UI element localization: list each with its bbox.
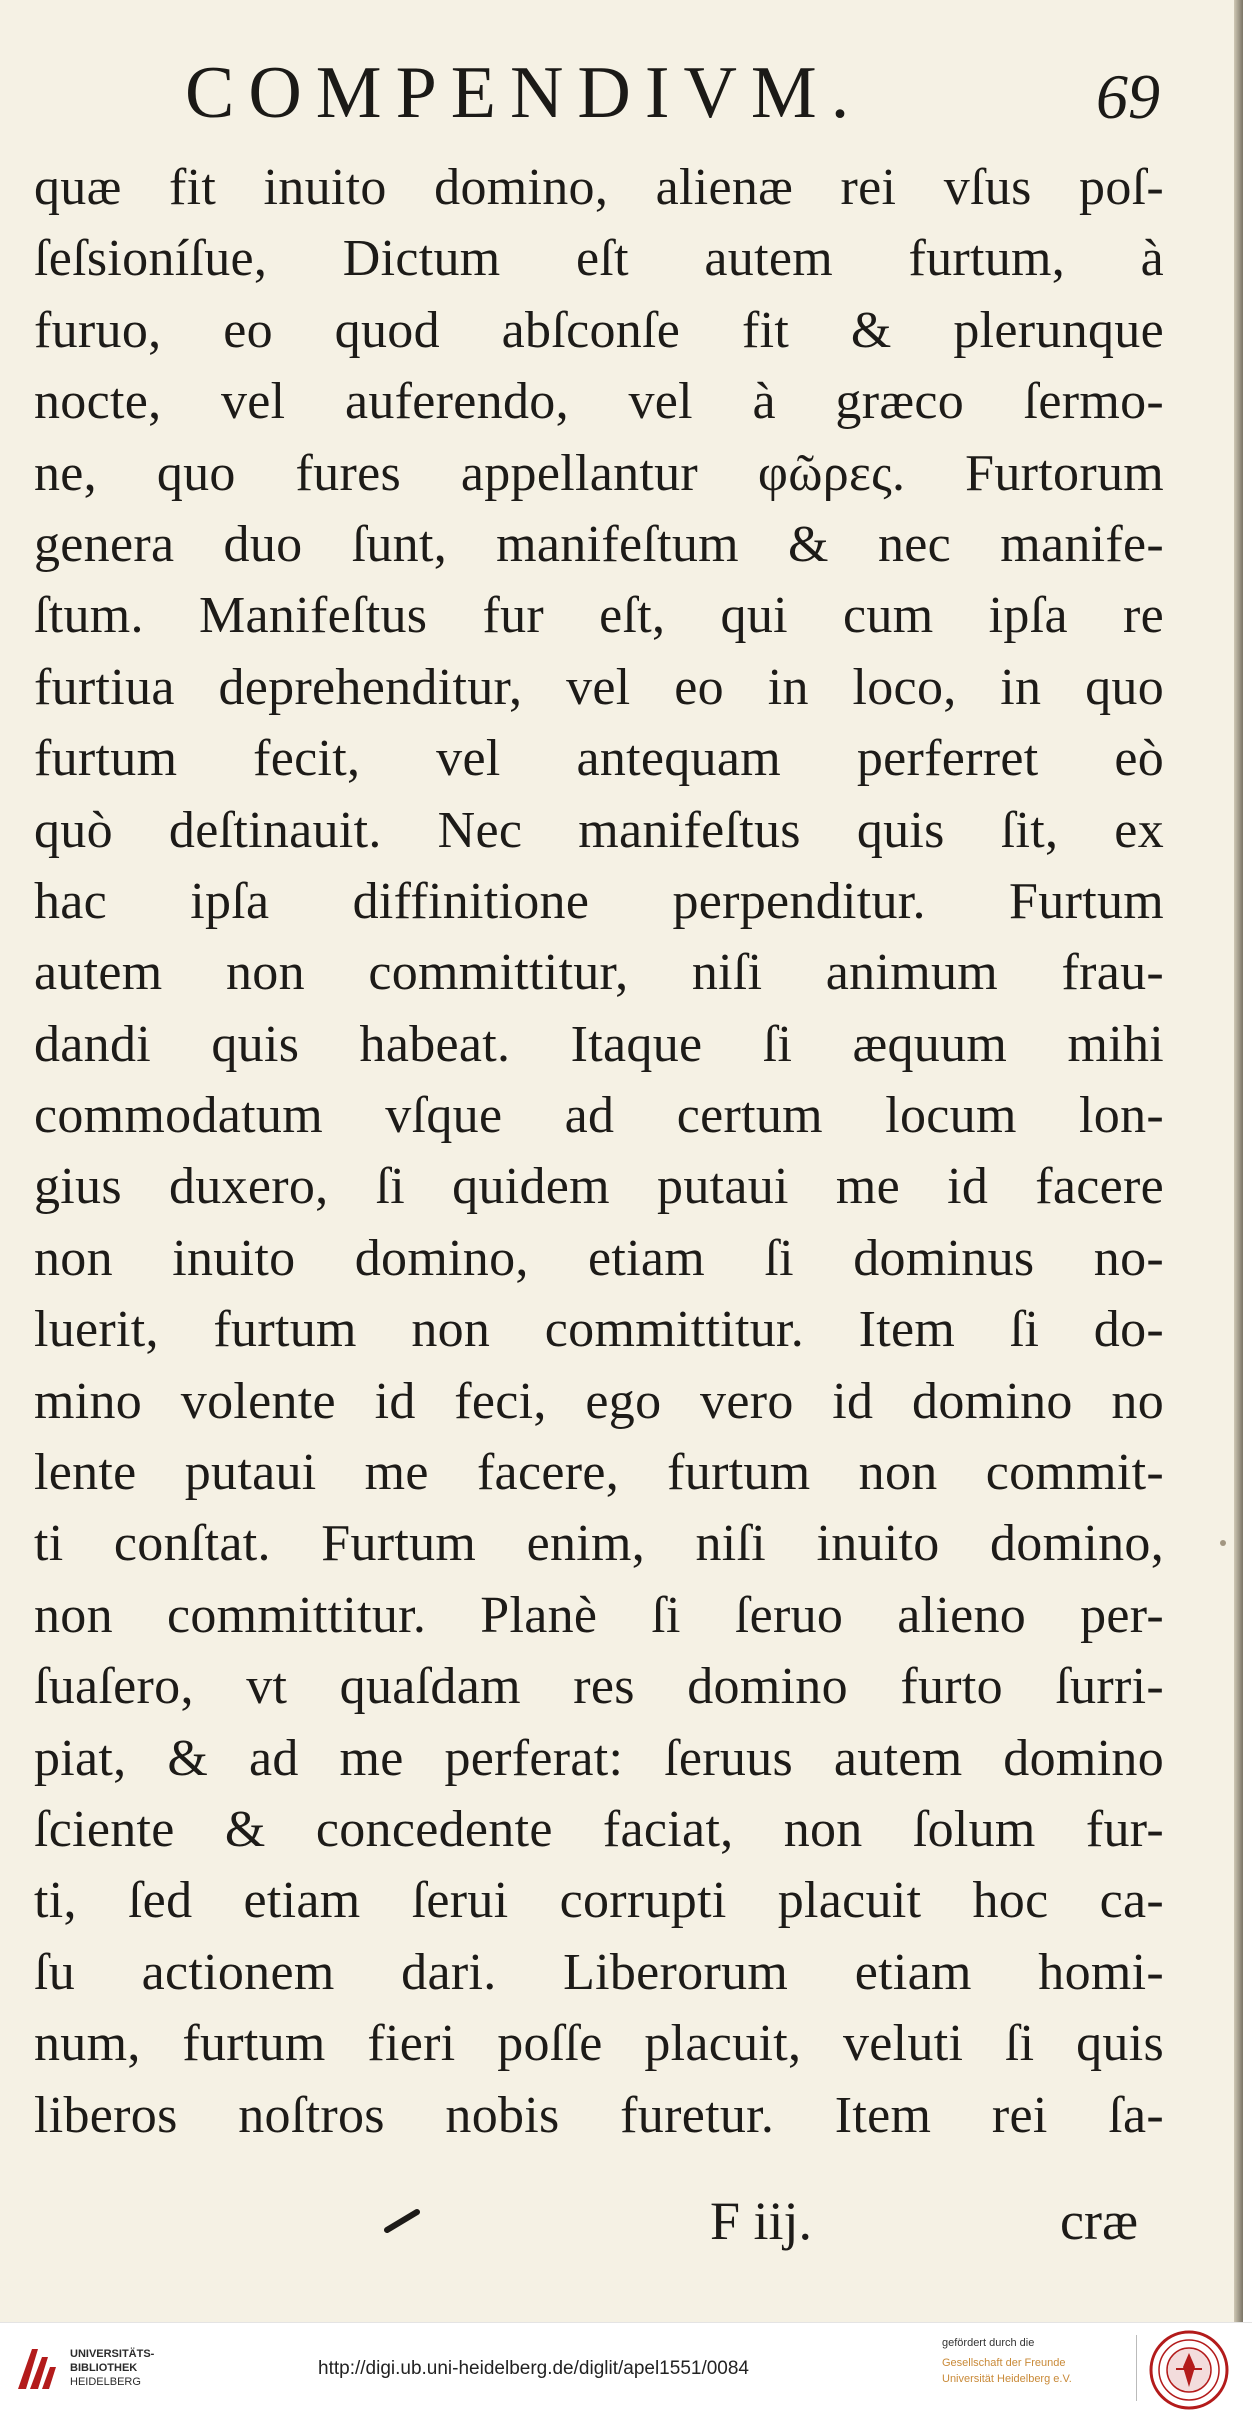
signature-mark: F iij. xyxy=(710,2191,813,2251)
catchmark-stroke-icon xyxy=(383,2206,423,2234)
viewer-footer-bar xyxy=(0,2322,1252,2415)
text-line: autem non committitur, niſi animum frau- xyxy=(34,944,1164,1002)
footer-divider xyxy=(1136,2335,1137,2401)
library-name-line: UNIVERSITÄTS- xyxy=(70,2348,155,2360)
text-line: quæ fit inuito domino, alienæ rei vſus poſ- xyxy=(34,159,1164,216)
text-line: ti, ſed etiam ſerui corrupti placuit hoc ca- xyxy=(34,1872,1164,1930)
library-name-line: BIBLIOTHEK xyxy=(70,2362,138,2374)
text-line: nocte, vel auferendo, vel à græco ſermo- xyxy=(34,373,1164,431)
society-name[interactable] xyxy=(942,2355,1132,2387)
library-name[interactable] xyxy=(70,2347,154,2389)
text-line: ſu actionem dari. Liberorum etiam homi- xyxy=(34,1943,1164,2001)
text-line: hac ipſa diffinitione perpenditur. Furtum xyxy=(34,872,1164,930)
running-head: COMPENDIVM. xyxy=(185,52,864,134)
text-line: commodatum vſque ad certum locum lon- xyxy=(34,1087,1164,1145)
text-line: gius duxero, ſi quidem putaui me id facere xyxy=(34,1158,1164,1216)
text-line: genera duo ſunt, manifeſtum & nec manife- xyxy=(34,515,1164,573)
text-line: liberos noſtros nobis furetur. Item rei ſa- xyxy=(34,2086,1164,2144)
catchword: cræ xyxy=(1060,2191,1138,2251)
text-line: furtiua deprehenditur, vel eo in loco, in quo xyxy=(34,658,1164,716)
page-header xyxy=(0,40,1243,140)
text-line: ſuaſero, vt quaſdam res domino furto ſurri- xyxy=(34,1658,1164,1716)
text-line: num, furtum fieri poſſe placuit, veluti ſi quis xyxy=(34,2015,1164,2073)
funding-credit xyxy=(942,2335,1132,2387)
text-line: dandi quis habeat. Itaque ſi æquum mihi xyxy=(34,1015,1164,1073)
text-line: ne, quo fures appellantur φῶρες. Furtorum xyxy=(34,444,1164,502)
text-line: luerit, furtum non committitur. Item ſi do- xyxy=(34,1301,1164,1359)
ub-heidelberg-logo-icon[interactable] xyxy=(12,2343,60,2395)
text-line: ſeſsioníſue, Dictum eſt autem furtum, à xyxy=(34,230,1164,288)
paper-speck xyxy=(1220,1540,1226,1546)
text-line: ſciente & concedente faciat, non ſolum fur- xyxy=(34,1800,1164,1858)
society-name-line: Gesellschaft der Freunde xyxy=(942,2357,1066,2369)
body-text xyxy=(34,152,1164,2151)
text-line: mino volente id feci, ego vero id domino no xyxy=(34,1372,1164,1430)
university-seal-icon[interactable] xyxy=(1148,2329,1230,2411)
text-line: non inuito domino, etiam ſi dominus no- xyxy=(34,1229,1164,1287)
library-name-line: HEIDELBERG xyxy=(70,2376,141,2388)
page-edge-shadow xyxy=(1234,0,1243,2322)
permalink-url[interactable]: http://digi.ub.uni-heidelberg.de/diglit/apel1551/0084 xyxy=(318,2358,749,2379)
text-line: lente putaui me facere, furtum non commit- xyxy=(34,1444,1164,1502)
text-line: furuo, eo quod abſconſe fit & plerunque xyxy=(34,301,1164,359)
text-line: non committitur. Planè ſi ſeruo alieno per- xyxy=(34,1586,1164,1644)
page-footer xyxy=(0,2176,1243,2286)
page-number: 69 xyxy=(1096,61,1160,132)
funding-label: gefördert durch die xyxy=(942,2337,1035,2349)
text-line: ti conſtat. Furtum enim, niſi inuito domino, xyxy=(34,1515,1164,1573)
text-line: furtum fecit, vel antequam perferret eò xyxy=(34,730,1164,788)
society-name-line: Universität Heidelberg e.V. xyxy=(942,2373,1072,2385)
text-line: quò deſtinauit. Nec manifeſtus quis ſit, ex xyxy=(34,801,1164,859)
text-line: ſtum. Manifeſtus fur eſt, qui cum ipſa re xyxy=(34,587,1164,645)
text-line: piat, & ad me perferat: ſeruus autem domino xyxy=(34,1729,1164,1787)
